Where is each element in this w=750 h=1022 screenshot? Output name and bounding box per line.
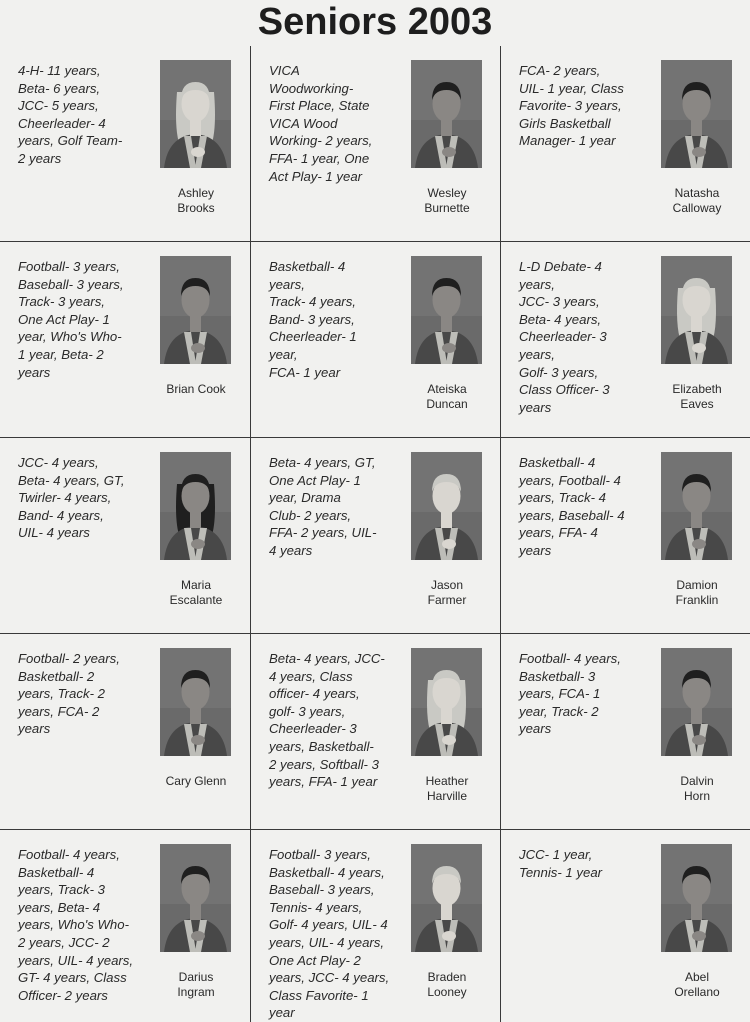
portrait-art <box>661 844 732 952</box>
senior-bio: Beta- 4 years, JCC- 4 years, Class officer- 4 years, golf- 3 years, Cheerleader- 3 years, Basketball- 2 years, Softball- 3 years, FFA- 1 year <box>269 651 385 790</box>
senior-bio: Football- 3 years, Baseball- 3 years, Track- 3 years, One Act Play- 1 year, Who's Who- 1 year, Beta- 2 years <box>18 259 124 380</box>
senior-bio: Football- 3 years, Basketball- 4 years, Baseball- 3 years, Tennis- 4 years, Golf- 4 years, UIL- 4 years, UIL- 4 years, One Act Play- 2 years, JCC- 4 years, Class Favorite- 1 year <box>269 847 390 1021</box>
portrait-art <box>160 60 231 168</box>
senior-bio: Basketball- 4 years, Track- 4 years, Band- 3 years, Cheerleader- 1 year, FCA- 1 year <box>269 259 357 380</box>
portrait-art <box>661 648 732 756</box>
senior-bio: VICA Woodworking- First Place, State VICA Wood Working- 2 years, FFA- 1 year, One Act Play- 1 year <box>269 63 373 184</box>
senior-portrait <box>411 648 482 756</box>
senior-bio: 4-H- 11 years, Beta- 6 years, JCC- 5 years, Cheerleader- 4 years, Golf Team- 2 years <box>18 63 123 166</box>
senior-card <box>0 634 250 829</box>
senior-portrait <box>411 60 482 168</box>
senior-name: Cary Glenn <box>165 774 227 788</box>
senior-portrait <box>661 648 732 756</box>
portrait-art <box>411 256 482 364</box>
senior-portrait <box>661 452 732 560</box>
senior-name: Braden Looney <box>427 970 467 999</box>
senior-name: Darius Ingram <box>177 970 215 999</box>
portrait-art <box>160 844 231 952</box>
portrait-art <box>661 256 732 364</box>
senior-name: Dalvin Horn <box>680 774 714 803</box>
portrait-art <box>160 648 231 756</box>
senior-card <box>250 634 500 829</box>
senior-card <box>0 830 250 1022</box>
senior-card <box>0 438 250 633</box>
senior-card <box>250 46 500 241</box>
senior-portrait <box>160 648 231 756</box>
portrait-art <box>411 844 482 952</box>
senior-row <box>0 46 750 242</box>
senior-portrait <box>160 60 231 168</box>
portrait-art <box>661 452 732 560</box>
senior-name: Brian Cook <box>166 382 226 396</box>
senior-card <box>250 242 500 437</box>
senior-grid <box>0 46 750 1022</box>
senior-name: Natasha Calloway <box>672 186 722 215</box>
senior-row <box>0 438 750 634</box>
senior-portrait <box>661 256 732 364</box>
senior-card <box>500 438 750 633</box>
senior-row <box>0 242 750 438</box>
senior-bio: JCC- 4 years, Beta- 4 years, GT, Twirler- 4 years, Band- 4 years, UIL- 4 years <box>18 455 125 541</box>
senior-name: Ashley Brooks <box>177 186 215 215</box>
senior-bio: JCC- 1 year, Tennis- 1 year <box>519 847 603 880</box>
senior-name: Wesley Burnette <box>424 186 470 215</box>
senior-bio: Beta- 4 years, GT, One Act Play- 1 year, Drama Club- 2 years, FFA- 2 years, UIL- 4 years <box>269 455 377 558</box>
senior-portrait <box>411 844 482 952</box>
senior-bio: Basketball- 4 years, Football- 4 years, Track- 4 years, Baseball- 4 years, FFA- 4 years <box>519 455 625 558</box>
portrait-art <box>160 452 231 560</box>
portrait-art <box>411 452 482 560</box>
senior-portrait <box>411 452 482 560</box>
senior-bio: Football- 2 years, Basketball- 2 years, Track- 2 years, FCA- 2 years <box>18 651 120 737</box>
senior-card <box>250 438 500 633</box>
senior-card <box>500 242 750 437</box>
senior-card <box>500 634 750 829</box>
senior-name: Heather Harville <box>425 774 469 803</box>
senior-name: Ateiska Duncan <box>426 382 468 411</box>
portrait-art <box>411 648 482 756</box>
senior-card <box>500 46 750 241</box>
senior-row <box>0 830 750 1022</box>
senior-bio: FCA- 2 years, UIL- 1 year, Class Favorite- 3 years, Girls Basketball Manager- 1 year <box>519 63 624 149</box>
page-title: Seniors 2003 <box>257 1 493 43</box>
senior-portrait <box>160 256 231 364</box>
senior-bio: Football- 4 years, Basketball- 3 years, FCA- 1 year, Track- 2 years <box>519 651 621 737</box>
senior-name: Damion Franklin <box>675 578 719 607</box>
senior-portrait <box>160 452 231 560</box>
senior-portrait <box>661 844 732 952</box>
senior-name: Abel Orellano <box>674 970 720 999</box>
portrait-art <box>661 60 732 168</box>
senior-card <box>500 830 750 1022</box>
senior-row <box>0 634 750 830</box>
senior-bio: Football- 4 years, Basketball- 4 years, Track- 3 years, Beta- 4 years, Who's Who- 2 years, JCC- 2 years, UIL- 4 years, GT- 4 years, Class Officer- 2 years <box>18 847 134 1003</box>
senior-card <box>0 242 250 437</box>
senior-portrait <box>661 60 732 168</box>
senior-card <box>0 46 250 241</box>
senior-name: Elizabeth Eaves <box>672 382 722 411</box>
senior-bio: L-D Debate- 4 years, JCC- 3 years, Beta- 4 years, Cheerleader- 3 years, Golf- 3 years, Class Officer- 3 years <box>519 259 610 415</box>
portrait-art <box>411 60 482 168</box>
senior-name: Maria Escalante <box>169 578 223 607</box>
senior-portrait <box>411 256 482 364</box>
senior-card <box>250 830 500 1022</box>
portrait-art <box>160 256 231 364</box>
senior-portrait <box>160 844 231 952</box>
senior-name: Jason Farmer <box>427 578 467 607</box>
